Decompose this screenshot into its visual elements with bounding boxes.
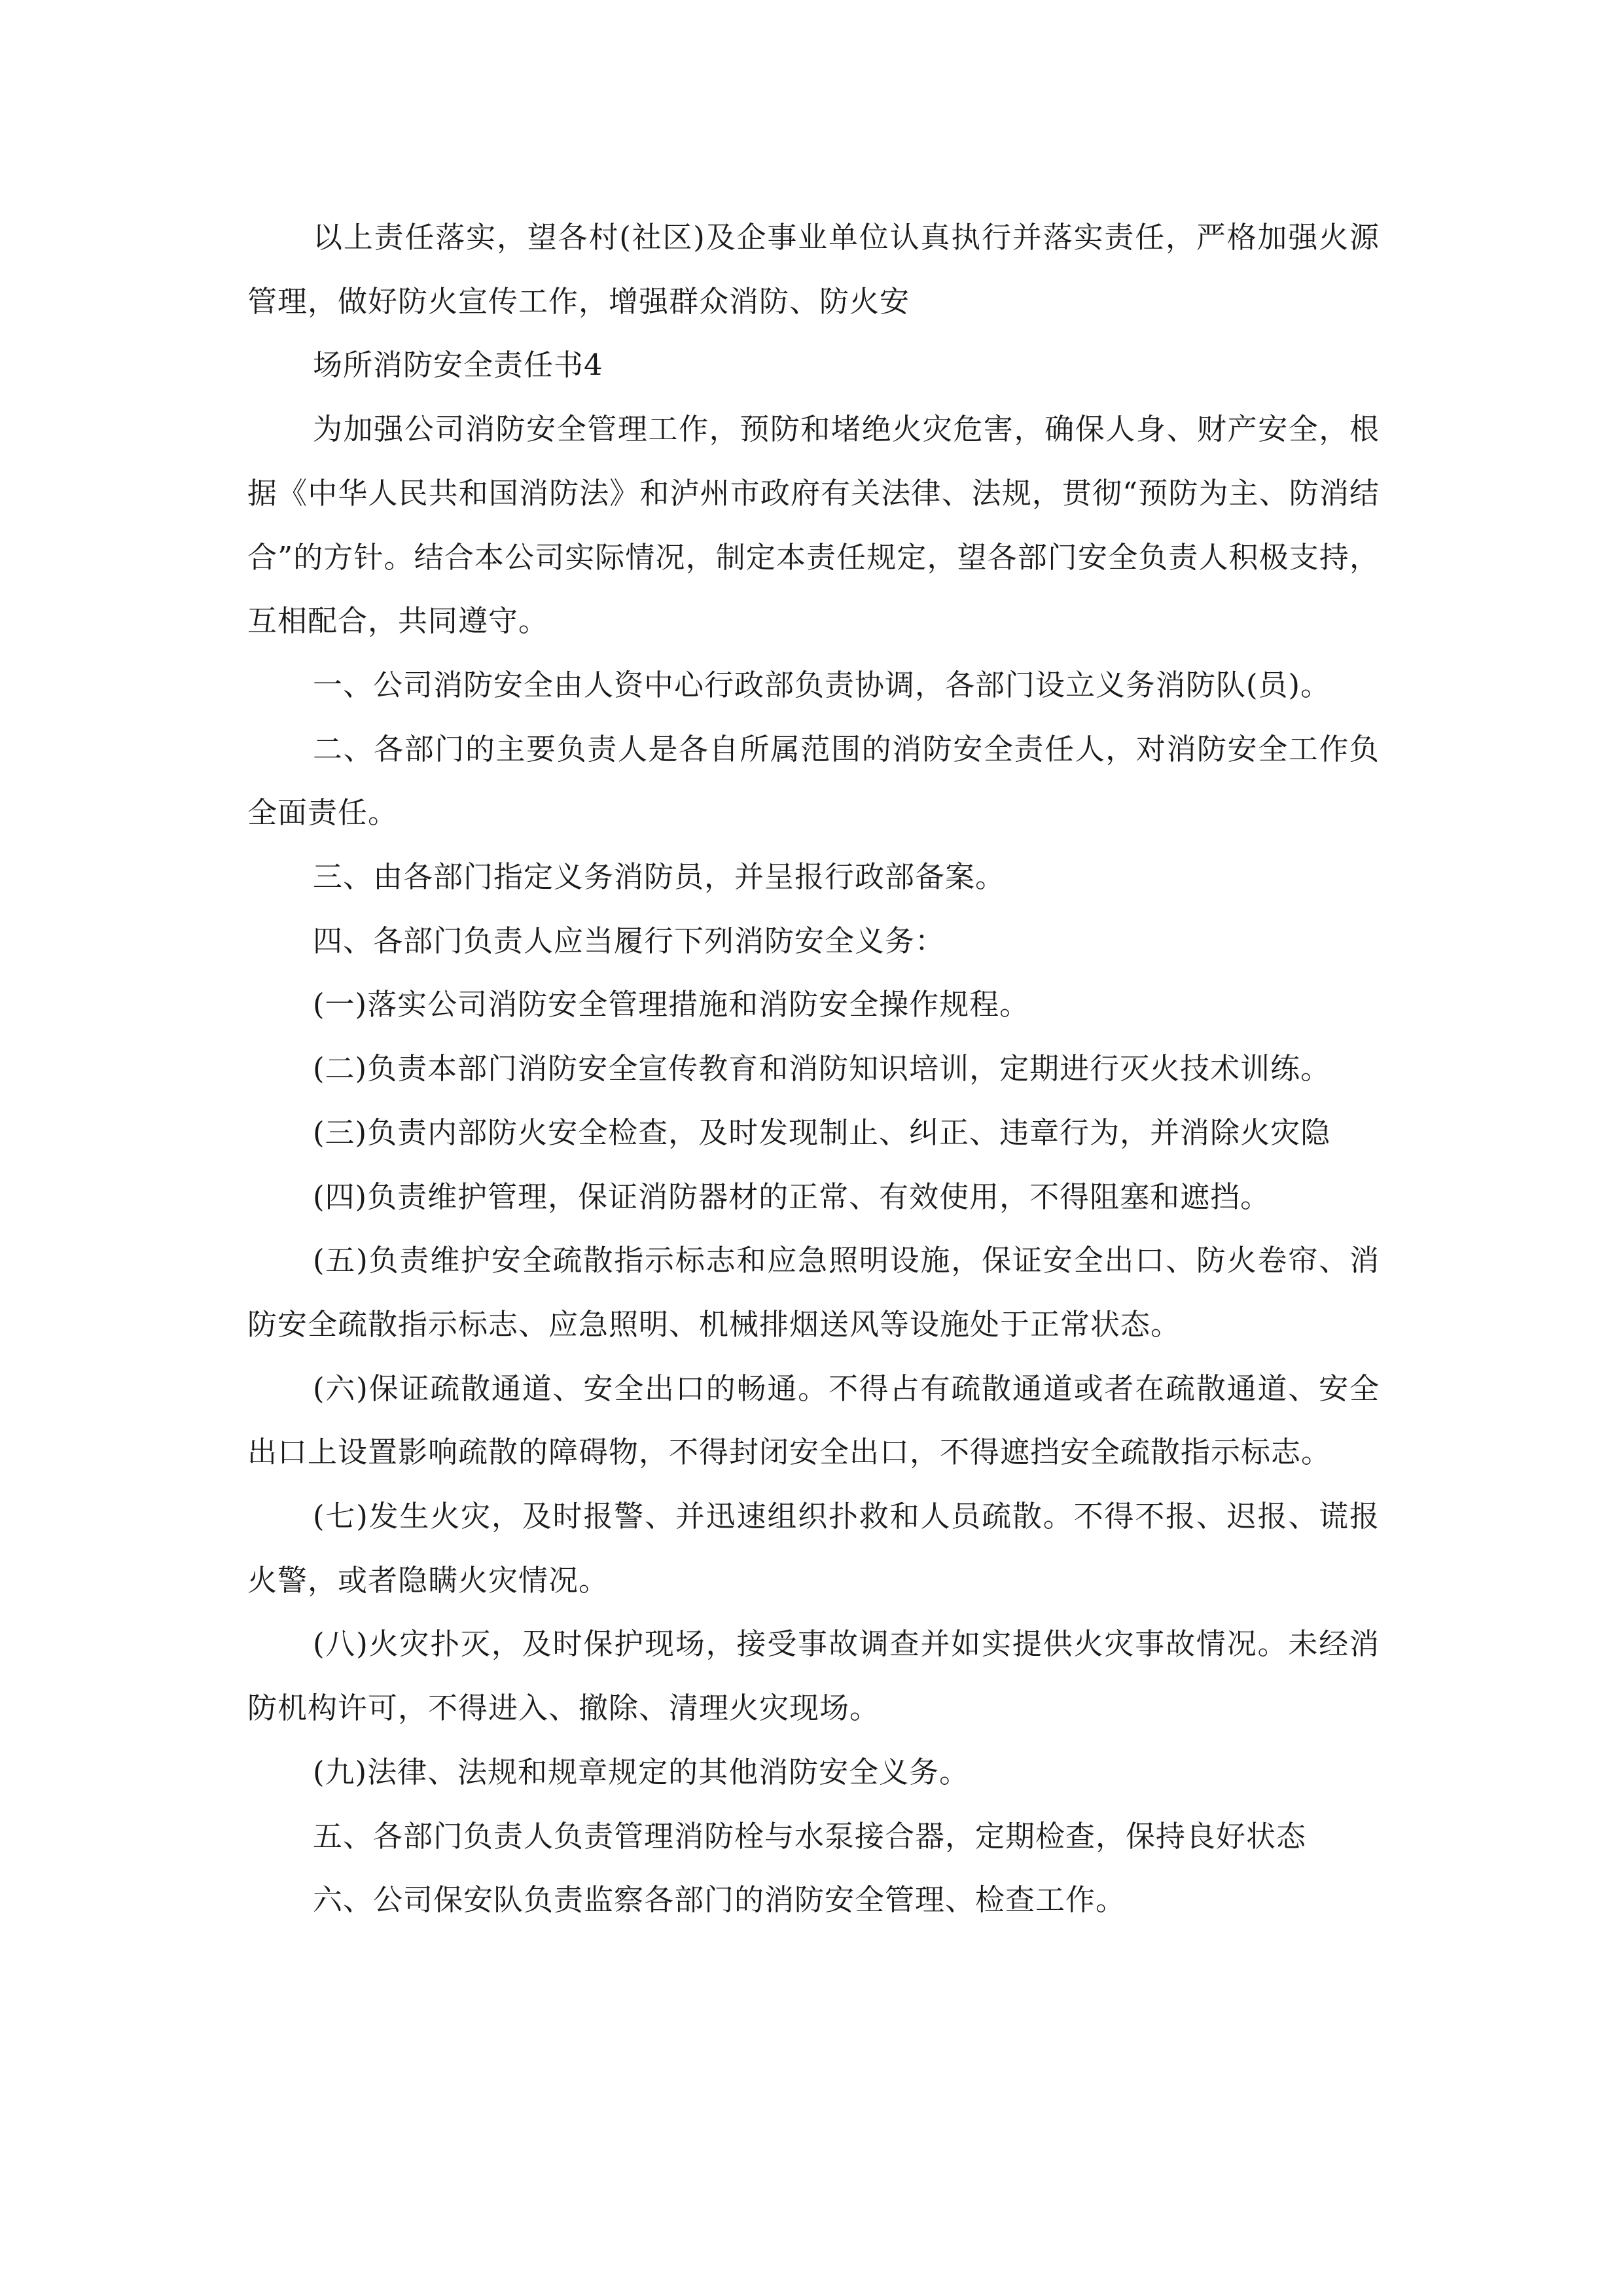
sub-clause-9: (九)法律、法规和规章规定的其他消防安全义务。	[313, 1754, 970, 1789]
sub-clause-8: (八)火灾扑灭，及时保护现场，接受事故调查并如实提供火灾事故情况。未经消防机构许可，不得进入、撤除、清理火灾现场。	[247, 1626, 1380, 1726]
sub-clause-1: (一)落实公司消防安全管理措施和消防安全操作规程。	[313, 987, 1030, 1022]
clause-6: 六、公司保安队负责监察各部门的消防安全管理、检查工作。	[313, 1882, 1126, 1918]
sub-clause-6: (六)保证疏散通道、安全出口的畅通。不得占有疏散通道或者在疏散通道、安全出口上设置影响疏散的障碍物，不得封闭安全出口，不得遮挡安全疏散指示标志。	[247, 1371, 1380, 1470]
clause-3: 三、由各部门指定义务消防员，并呈报行政部备案。	[313, 859, 1006, 895]
paragraph-intro: 为加强公司消防安全管理工作，预防和堵绝火灾危害，确保人身、财产安全，根据《中华人民共和国消防法》和泸州市政府有关法律、法规，贯彻“预防为主、防消结合”的方针。结合本公司实际情况，制定本责任规定，望各部门安全负责人积极支持，互相配合，共同遵守。	[247, 412, 1380, 639]
clause-2: 二、各部门的主要负责人是各自所属范围的消防安全责任人，对消防安全工作负全面责任。	[247, 731, 1380, 831]
clause-1: 一、公司消防安全由人资中心行政部负责协调，各部门设立义务消防队(员)。	[313, 667, 1331, 702]
sub-clause-4: (四)负责维护管理，保证消防器材的正常、有效使用，不得阻塞和遮挡。	[313, 1179, 1271, 1214]
clause-4: 四、各部门负责人应当履行下列消防安全义务：	[313, 923, 946, 958]
paragraph-closing-responsibility: 以上责任落实，望各村(社区)及企事业单位认真执行并落实责任，严格加强火源管理，做好防火宣传工作，增强群众消防、防火安	[247, 220, 1380, 319]
clause-5: 五、各部门负责人负责管理消防栓与水泵接合器，定期检查，保持良好状态	[313, 1818, 1307, 1854]
sub-clause-7: (七)发生火灾，及时报警、并迅速组织扑救和人员疏散。不得不报、迟报、谎报火警，或者隐瞒火灾情况。	[247, 1499, 1380, 1598]
document-body	[247, 206, 1380, 1932]
section-title-responsibility-letter-4: 场所消防安全责任书4	[313, 348, 603, 383]
sub-clause-2: (二)负责本部门消防安全宣传教育和消防知识培训，定期进行灭火技术训练。	[313, 1051, 1331, 1086]
sub-clause-5: (五)负责维护安全疏散指示标志和应急照明设施，保证安全出口、防火卷帘、消防安全疏散指示标志、应急照明、机械排烟送风等设施处于正常状态。	[247, 1243, 1380, 1342]
sub-clause-3: (三)负责内部防火安全检查，及时发现制止、纠正、违章行为，并消除火灾隐	[313, 1115, 1331, 1150]
